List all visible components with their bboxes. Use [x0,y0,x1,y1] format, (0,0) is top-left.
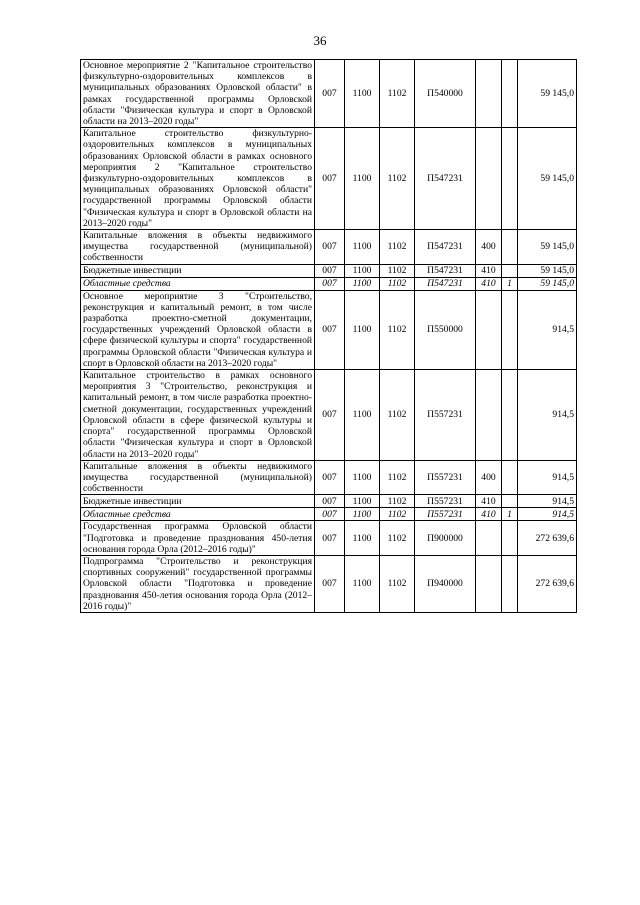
row-name: Капитальное строительство в рамках основного мероприятия 3 "Строительство, реконструкция и капитальный ремонт, в том числе разработка проектно-сметной документации, государственных учреждений Орловской области в сфере физической культуры и спорта" государственной программы Орловской области "Физическая культура и спорт в Орловской области на 2013–2020 годы" [81,370,315,461]
table-row [81,521,577,556]
amount-value: 59 145,0 [518,230,577,265]
amount-value: 59 145,0 [518,128,577,230]
funding-source-code [502,521,518,556]
funding-source-code [502,230,518,265]
row-name: Капитальные вложения в объекты недвижимого имущества государственной (муниципальной) собственности [81,460,315,495]
expense-type-code [476,60,502,128]
row-name: Подпрограмма "Строительство и реконструкция спортивных сооружений" государственной программы Орловской области "Подготовка и проведение празднования 450-летия основания города Орла (2012–2016 годы)" [81,555,315,612]
funding-source-code [502,460,518,495]
table-row [81,508,577,521]
subsection-code: 1102 [380,508,415,521]
expense-type-code [476,370,502,461]
ministry-code: 007 [315,495,345,508]
amount-value: 914,5 [518,370,577,461]
amount-value: 272 639,6 [518,521,577,556]
amount-value: 914,5 [518,508,577,521]
ministry-code: 007 [315,508,345,521]
amount-value: 914,5 [518,290,577,369]
ministry-code: 007 [315,521,345,556]
section-code: 1100 [345,370,380,461]
amount-value: 914,5 [518,460,577,495]
subsection-code: 1102 [380,555,415,612]
target-code: П547231 [415,230,476,265]
subsection-code: 1102 [380,60,415,128]
subsection-code: 1102 [380,460,415,495]
funding-source-code [502,128,518,230]
amount-value: 914,5 [518,495,577,508]
expense-type-code: 410 [476,495,502,508]
table-row [81,60,577,128]
row-name: Основное мероприятие 3 "Строительство, реконструкция и капитальный ремонт, в том числе разработка проектно-сметной документации, государственных учреждений Орловской области в сфере физической культуры и спорта" государственной программы Орловской области "Физическая культура и спорт в Орловской области на 2013–2020 годы" [81,290,315,369]
funding-source-code: 1 [502,277,518,290]
target-code: П900000 [415,521,476,556]
target-code: П557231 [415,370,476,461]
row-name: Капитальное строительство физкультурно-оздоровительных комплексов в муниципальных образованиях Орловской области в рамках основного мероприятия 2 "Капитальное строительство физкультурно-оздоровительных комплексов в муниципальных образованиях Орловской области" государственной программы Орловской области "Физическая культура и спорт в Орловской области на 2013–2020 годы" [81,128,315,230]
amount-value: 59 145,0 [518,277,577,290]
ministry-code: 007 [315,460,345,495]
table-row [81,230,577,265]
expense-type-code [476,555,502,612]
subsection-code: 1102 [380,495,415,508]
table-row [81,264,577,277]
row-name: Бюджетные инвестиции [81,495,315,508]
row-name: Областные средства [81,508,315,521]
target-code: П557231 [415,460,476,495]
ministry-code: 007 [315,264,345,277]
row-name: Государственная программа Орловской области "Подготовка и проведение празднования 450-летия основания города Орла (2012–2016 годы)" [81,521,315,556]
section-code: 1100 [345,128,380,230]
amount-value: 59 145,0 [518,60,577,128]
expense-type-code [476,128,502,230]
target-code: П557231 [415,495,476,508]
expense-type-code: 410 [476,264,502,277]
ministry-code: 007 [315,60,345,128]
funding-source-code [502,264,518,277]
section-code: 1100 [345,508,380,521]
amount-value: 272 639,6 [518,555,577,612]
table-row [81,495,577,508]
table-row [81,277,577,290]
ministry-code: 007 [315,277,345,290]
expense-type-code: 410 [476,277,502,290]
subsection-code: 1102 [380,370,415,461]
table-row [81,370,577,461]
section-code: 1100 [345,277,380,290]
expense-type-code: 400 [476,230,502,265]
ministry-code: 007 [315,290,345,369]
row-name: Бюджетные инвестиции [81,264,315,277]
table-row [81,555,577,612]
funding-source-code [502,290,518,369]
target-code: П547231 [415,128,476,230]
funding-source-code [502,495,518,508]
section-code: 1100 [345,60,380,128]
section-code: 1100 [345,555,380,612]
budget-table [80,59,577,613]
subsection-code: 1102 [380,290,415,369]
ministry-code: 007 [315,230,345,265]
subsection-code: 1102 [380,521,415,556]
funding-source-code [502,555,518,612]
subsection-code: 1102 [380,277,415,290]
table-row [81,460,577,495]
section-code: 1100 [345,521,380,556]
section-code: 1100 [345,290,380,369]
target-code: П557231 [415,508,476,521]
target-code: П547231 [415,264,476,277]
table-row [81,290,577,369]
target-code: П540000 [415,60,476,128]
ministry-code: 007 [315,555,345,612]
table-row [81,128,577,230]
ministry-code: 007 [315,128,345,230]
expense-type-code [476,290,502,369]
row-name: Капитальные вложения в объекты недвижимого имущества государственной (муниципальной) собственности [81,230,315,265]
ministry-code: 007 [315,370,345,461]
expense-type-code [476,521,502,556]
funding-source-code: 1 [502,508,518,521]
amount-value: 59 145,0 [518,264,577,277]
funding-source-code [502,60,518,128]
target-code: П940000 [415,555,476,612]
section-code: 1100 [345,460,380,495]
funding-source-code [502,370,518,461]
row-name: Областные средства [81,277,315,290]
section-code: 1100 [345,495,380,508]
target-code: П550000 [415,290,476,369]
target-code: П547231 [415,277,476,290]
subsection-code: 1102 [380,230,415,265]
section-code: 1100 [345,230,380,265]
subsection-code: 1102 [380,264,415,277]
subsection-code: 1102 [380,128,415,230]
page-number: 36 [313,33,327,48]
expense-type-code: 400 [476,460,502,495]
section-code: 1100 [345,264,380,277]
expense-type-code: 410 [476,508,502,521]
row-name: Основное мероприятие 2 "Капитальное строительство физкультурно-оздоровительных комплексов в муниципальных образованиях Орловской области" в рамках государственной программы Орловской области "Физическая культура и спорт в Орловской области на 2013–2020 годы" [81,60,315,128]
